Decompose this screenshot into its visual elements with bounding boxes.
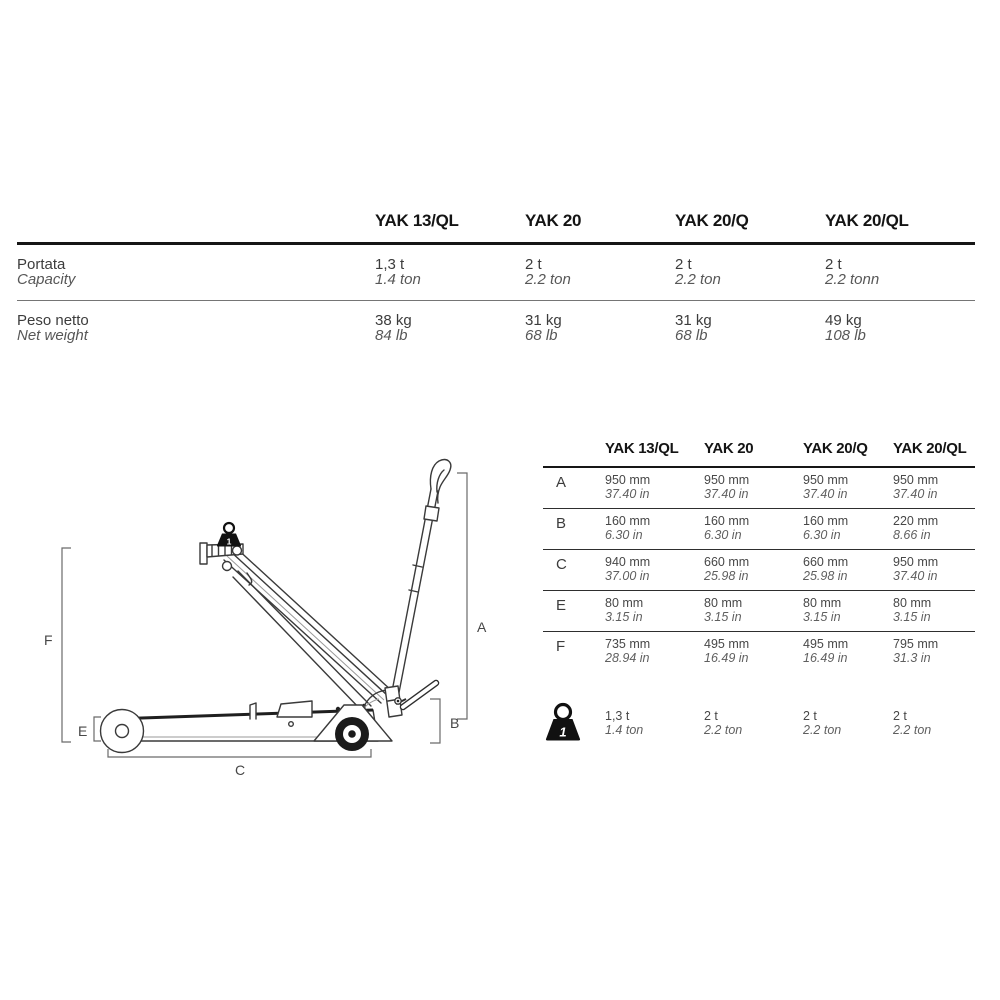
row-label-cell <box>17 314 375 343</box>
cell-value-alt: 2.2 ton <box>675 270 721 288</box>
column-header-yak20: YAK 20 <box>704 440 754 457</box>
cell-mm: 220 mm <box>893 514 939 529</box>
table-row-net-weight <box>17 301 975 356</box>
cell-value-alt: 2.2 tonn <box>825 270 880 288</box>
table-row-capacity <box>17 245 975 300</box>
column-header-yak20q: YAK 20/Q <box>675 211 749 230</box>
weight-badge-number: 1 <box>226 536 232 547</box>
cell-t: 1,3 t <box>605 709 630 724</box>
cell <box>525 314 675 343</box>
cell-mm: 160 mm <box>704 514 750 529</box>
cell-in: 37.40 in <box>893 568 938 583</box>
cell-mm: 80 mm <box>803 596 842 611</box>
cell-mm: 950 mm <box>803 473 849 487</box>
cell-in: 8.66 in <box>893 527 931 542</box>
cell <box>893 474 975 508</box>
cell-t: 2 t <box>803 709 817 724</box>
cell-in: 3.15 in <box>605 609 643 624</box>
cell-mm: 160 mm <box>605 514 651 529</box>
cell-in: 6.30 in <box>605 527 643 542</box>
cell-mm: 80 mm <box>893 596 932 611</box>
cell-in: 25.98 in <box>704 568 749 583</box>
row-label-cell <box>17 258 375 287</box>
cell <box>704 474 803 508</box>
jack-technical-drawing <box>40 440 520 792</box>
overview-table <box>17 203 975 356</box>
cell <box>605 638 704 672</box>
column-header-yak20ql: YAK 20/QL <box>893 440 967 457</box>
cell <box>605 556 704 590</box>
dim-bracket-a <box>457 473 467 719</box>
cell-mm: 660 mm <box>803 555 849 570</box>
cell-ton: 2.2 ton <box>704 722 743 737</box>
cell-value: 49 kg <box>825 312 862 329</box>
cell-in: 28.94 in <box>605 650 650 665</box>
cell-value-alt: 108 lb <box>825 326 866 344</box>
cell-in: 6.30 in <box>704 527 742 542</box>
weight-icon-cell <box>543 701 605 745</box>
cell-mm: 80 mm <box>704 596 743 611</box>
cell-value-alt: 68 lb <box>675 326 708 344</box>
dim-label-e: E <box>78 723 88 739</box>
cell <box>893 701 975 745</box>
cell-in: 6.30 in <box>803 527 841 542</box>
cell-ton: 2.2 ton <box>893 722 932 737</box>
overview-header-spacer <box>17 212 375 229</box>
cell-in: 37.40 in <box>704 486 749 501</box>
cell-ton: 2.2 ton <box>803 722 842 737</box>
cell <box>893 515 975 549</box>
column-header-yak13ql: YAK 13/QL <box>605 440 679 457</box>
cell <box>704 556 803 590</box>
cell <box>375 258 525 287</box>
cell <box>704 701 803 745</box>
cell <box>893 597 975 631</box>
cell <box>803 701 893 745</box>
cell <box>704 597 803 631</box>
dim-bracket-b <box>430 699 440 743</box>
cell-value: 2 t <box>825 256 842 273</box>
dim-row-letter: F <box>556 638 566 656</box>
cell <box>803 556 893 590</box>
dim-label-f: F <box>44 632 53 648</box>
dimensions-header-spacer <box>543 441 605 457</box>
cell <box>825 258 975 287</box>
lifting-arm <box>224 546 392 711</box>
cell-in: 31.3 in <box>893 650 931 665</box>
dim-label-b: B <box>450 715 460 731</box>
table-row-dim-f <box>543 632 975 672</box>
cell-mm: 950 mm <box>704 473 750 487</box>
cell <box>375 314 525 343</box>
dim-bracket-c <box>108 749 371 757</box>
cell-mm: 495 mm <box>704 637 750 652</box>
cell-value: 2 t <box>675 256 692 273</box>
table-row-dim-e <box>543 591 975 632</box>
weight-1-icon <box>543 701 587 745</box>
dimensions-header-row <box>543 437 975 466</box>
cell-mm: 735 mm <box>605 637 651 652</box>
cell <box>704 515 803 549</box>
cell-value-alt: 84 lb <box>375 326 408 344</box>
cell-mm: 950 mm <box>893 555 939 570</box>
cell-value-alt: 2.2 ton <box>525 270 571 288</box>
cell-in: 3.15 in <box>704 609 742 624</box>
dim-row-letter: A <box>556 474 567 491</box>
weight-badge-number: 1 <box>559 724 567 740</box>
row-label-it: Peso netto <box>17 312 89 329</box>
cell-value: 31 kg <box>525 312 562 329</box>
dim-bracket-f <box>62 548 71 742</box>
cell <box>803 515 893 549</box>
overview-header-row <box>17 203 975 242</box>
cell-mm: 795 mm <box>893 637 939 652</box>
cell-in: 3.15 in <box>803 609 841 624</box>
cell-value: 2 t <box>525 256 542 273</box>
table-row-capacity <box>543 701 975 745</box>
cell-in: 16.49 in <box>803 650 848 665</box>
column-header-yak20: YAK 20 <box>525 211 582 230</box>
cell-in: 3.15 in <box>893 609 931 624</box>
row-label-it: Portata <box>17 256 66 273</box>
dim-label-a: A <box>477 619 487 635</box>
cell <box>704 638 803 672</box>
cell-ton: 1.4 ton <box>605 722 644 737</box>
cell-mm: 950 mm <box>605 473 651 487</box>
cell <box>605 474 704 508</box>
weight-1-icon <box>217 523 241 547</box>
cell-in: 37.40 in <box>605 486 650 501</box>
dimensions-table <box>543 437 975 745</box>
table-row-dim-b <box>543 509 975 550</box>
cell-t: 2 t <box>704 709 718 724</box>
cell <box>893 638 975 672</box>
cell-value: 38 kg <box>375 312 412 329</box>
cell-in: 37.40 in <box>893 486 938 501</box>
cell-in: 37.00 in <box>605 568 650 583</box>
cell <box>605 701 704 745</box>
cell-mm: 950 mm <box>893 473 939 487</box>
dim-row-letter: E <box>556 597 567 615</box>
cell-in: 25.98 in <box>803 568 848 583</box>
cell-value-alt: 1.4 ton <box>375 270 421 288</box>
front-wheel <box>101 710 144 753</box>
dim-row-letter: C <box>556 556 567 574</box>
cell <box>525 258 675 287</box>
column-header-yak20ql: YAK 20/QL <box>825 211 909 230</box>
cell <box>803 597 893 631</box>
cell-mm: 495 mm <box>803 637 849 652</box>
cell <box>605 515 704 549</box>
cell-value: 1,3 t <box>375 256 405 273</box>
cell-mm: 940 mm <box>605 555 651 570</box>
cell-value-alt: 68 lb <box>525 326 558 344</box>
cell <box>803 474 893 508</box>
cell <box>675 258 825 287</box>
dim-row-letter: B <box>556 515 567 533</box>
cell-mm: 160 mm <box>803 514 849 529</box>
cell <box>803 638 893 672</box>
cell-t: 2 t <box>893 709 907 724</box>
cell-in: 37.40 in <box>803 486 848 501</box>
table-row-dim-a <box>543 468 975 509</box>
cell <box>825 314 975 343</box>
cell-in: 16.49 in <box>704 650 749 665</box>
column-header-yak20q: YAK 20/Q <box>803 440 868 457</box>
row-label-en: Net weight <box>17 326 88 344</box>
dim-label-c: C <box>235 762 246 778</box>
column-header-yak13ql: YAK 13/QL <box>375 211 459 230</box>
table-row-dim-c <box>543 550 975 591</box>
cell-value: 31 kg <box>675 312 712 329</box>
cell <box>675 314 825 343</box>
row-label-en: Capacity <box>17 270 76 288</box>
handle <box>389 460 451 708</box>
cell-mm: 80 mm <box>605 596 644 611</box>
cell <box>893 556 975 590</box>
cell <box>605 597 704 631</box>
cell-mm: 660 mm <box>704 555 750 570</box>
